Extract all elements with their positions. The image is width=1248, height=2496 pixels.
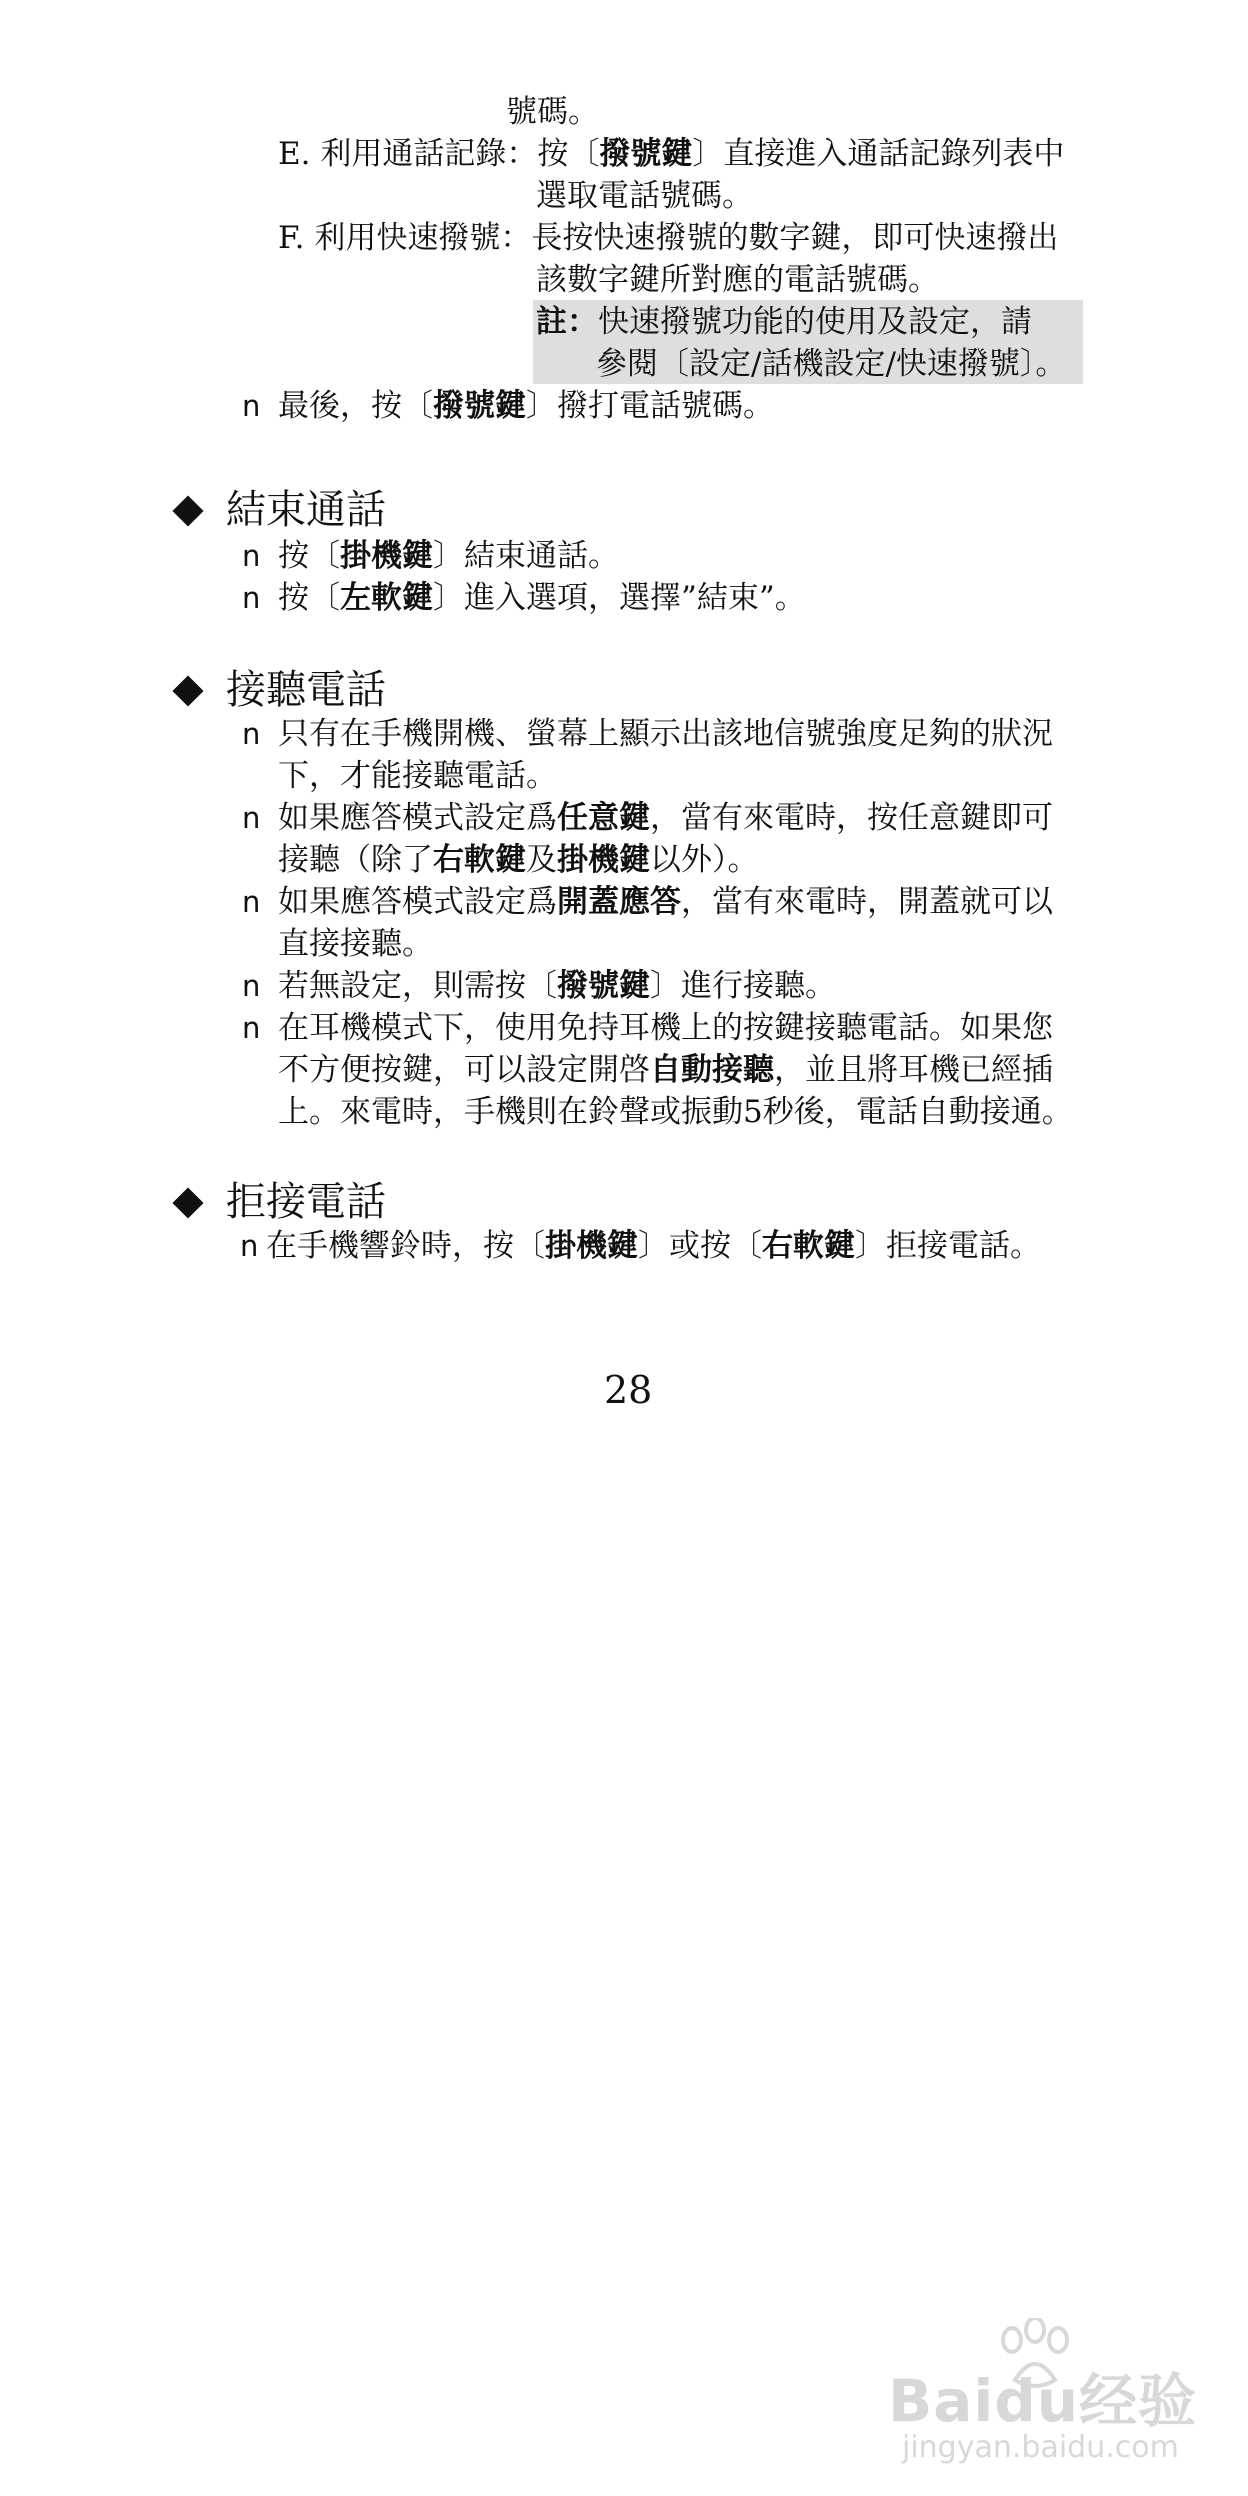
item-e-pre: 按〔 bbox=[537, 136, 600, 172]
answer-item-5-line3: 上。來電時，手機則在鈴聲或振動5秒後，電話自動接通。 bbox=[278, 1094, 1073, 1130]
text: 〕進入選項，選擇”結束”。 bbox=[433, 580, 806, 616]
item-e-line2: 選取電話號碼。 bbox=[536, 178, 753, 214]
text: 如果應答模式設定爲 bbox=[278, 800, 557, 836]
text: 〕進行接聽。 bbox=[650, 968, 836, 1004]
bullet: n bbox=[242, 969, 261, 1003]
answer-item-3 bbox=[278, 882, 1053, 922]
item-f-line2: 該數字鍵所對應的電話號碼。 bbox=[536, 262, 939, 298]
text: 接聽（除了 bbox=[278, 842, 433, 878]
section-title-reject: 拒接電話 bbox=[226, 1179, 386, 1225]
note-line1 bbox=[536, 302, 1032, 342]
key-dial: 撥號鍵 bbox=[557, 968, 650, 1004]
item-f-line1: 長按快速撥號的數字鍵，即可快速撥出 bbox=[531, 220, 1059, 256]
note-line2: 參閱〔設定/話機設定/快速撥號〕。 bbox=[596, 346, 1067, 382]
text: 在手機響鈴時，按〔 bbox=[266, 1228, 545, 1264]
bullet: n bbox=[240, 1229, 259, 1263]
text: ，當有來電時，按任意鍵即可 bbox=[650, 800, 1053, 836]
text: 及 bbox=[526, 842, 557, 878]
watermark-url: jingyan.baidu.com bbox=[902, 2430, 1179, 2465]
item-f bbox=[278, 218, 1058, 258]
diamond-bullet-icon bbox=[172, 495, 203, 526]
continued-text: 號碼。 bbox=[506, 94, 599, 130]
key-hangup: 掛機鍵 bbox=[545, 1228, 638, 1264]
text: 〕拒接電話。 bbox=[855, 1228, 1041, 1264]
bullet: n bbox=[242, 389, 261, 423]
answer-item-1-line2: 下，才能接聽電話。 bbox=[278, 758, 557, 794]
item-f-label: F. 利用快速撥號： bbox=[278, 220, 532, 256]
answer-item-5-line2 bbox=[278, 1050, 1053, 1090]
text: 〕或按〔 bbox=[638, 1228, 762, 1264]
item-e bbox=[278, 134, 1064, 174]
last-pre: 最後，按〔 bbox=[278, 388, 433, 424]
key-dial: 撥號鍵 bbox=[433, 388, 526, 424]
last-step bbox=[278, 386, 774, 426]
note-label: 註： bbox=[536, 304, 598, 340]
text: 如果應答模式設定爲 bbox=[278, 884, 557, 920]
last-post: 〕撥打電話號碼。 bbox=[526, 388, 774, 424]
diamond-bullet-icon bbox=[172, 1187, 203, 1218]
text: ，當有來電時，開蓋就可以 bbox=[681, 884, 1053, 920]
answer-item-5: 在耳機模式下，使用免持耳機上的按鍵接聽電話。如果您 bbox=[278, 1010, 1053, 1046]
page-number: 28 bbox=[604, 1368, 653, 1412]
bullet: n bbox=[242, 717, 261, 751]
section-title-end-call: 結束通話 bbox=[226, 487, 386, 533]
key-left-soft: 左軟鍵 bbox=[340, 580, 433, 616]
text: 按〔 bbox=[278, 538, 340, 574]
key-hangup: 掛機鍵 bbox=[557, 842, 650, 878]
watermark-logo: Baidu经验 bbox=[888, 2367, 1198, 2435]
auto-answer: 自動接聽 bbox=[650, 1052, 774, 1088]
bullet: n bbox=[242, 801, 261, 835]
key-hangup: 掛機鍵 bbox=[340, 538, 433, 574]
bullet: n bbox=[242, 539, 261, 573]
note-text1: 快速撥號功能的使用及設定，請 bbox=[598, 304, 1032, 340]
bullet: n bbox=[242, 581, 261, 615]
answer-item-1: 只有在手機開機、螢幕上顯示出該地信號強度足夠的狀況 bbox=[278, 716, 1053, 752]
item-e-post: 〕直接進入通話記錄列表中 bbox=[692, 136, 1065, 172]
end-item-1 bbox=[278, 536, 619, 576]
reject-item bbox=[266, 1226, 1041, 1266]
key-flip-answer: 開蓋應答 bbox=[557, 884, 681, 920]
key-right-soft: 右軟鍵 bbox=[433, 842, 526, 878]
key-right-soft: 右軟鍵 bbox=[762, 1228, 855, 1264]
answer-item-3-line2: 直接接聽。 bbox=[278, 926, 433, 962]
bullet: n bbox=[242, 1011, 261, 1045]
text: 不方便按鍵，可以設定開啓 bbox=[278, 1052, 650, 1088]
text: 以外）。 bbox=[650, 842, 759, 878]
text: 按〔 bbox=[278, 580, 340, 616]
answer-item-4 bbox=[278, 966, 836, 1006]
end-item-2 bbox=[278, 578, 806, 618]
bullet: n bbox=[242, 885, 261, 919]
item-e-label: E. 利用通話記錄： bbox=[278, 136, 538, 172]
diamond-bullet-icon bbox=[172, 675, 203, 706]
section-title-answer: 接聽電話 bbox=[226, 667, 386, 713]
text: 〕結束通話。 bbox=[433, 538, 619, 574]
text: 若無設定，則需按〔 bbox=[278, 968, 557, 1004]
key-dial: 撥號鍵 bbox=[599, 136, 693, 172]
answer-item-2-line2 bbox=[278, 840, 759, 880]
answer-item-2 bbox=[278, 798, 1053, 838]
text: ，並且將耳機已經插 bbox=[774, 1052, 1053, 1088]
key-any: 任意鍵 bbox=[557, 800, 650, 836]
